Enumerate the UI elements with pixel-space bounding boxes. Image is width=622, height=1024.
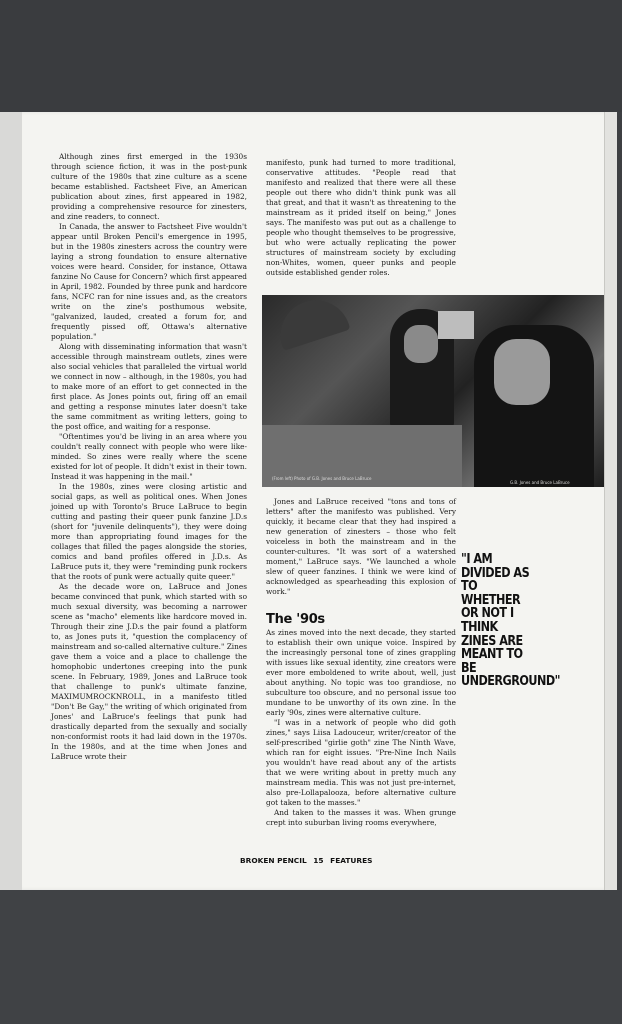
article-column-right-bottom [266, 628, 456, 828]
paragraph: Along with disseminating information that wasn't accessible through mainstream outlets, zines were also social vehicles that paralleled the virtual world we connect in now – although, in the 1980s, you had to make more of an effort to get connected in the first place. As Jones points out, firing off an email and getting a response minutes later doesn't take the same commitment as writing letters, going to the post office, and waiting for a response. [51, 342, 247, 431]
paragraph: In the 1980s, zines were closing artistic and social gaps, as well as political ones. When Jones joined up with Toronto's Bruce LaBruce to begin cutting and pasting their queer punk fanzine J.D.s (short for "juvenile delinquents"), they were doing more than appropriating found images for the collages that filled the pages alongside the stories, comics and band profiles offered in J.D.s. As LaBruce puts it, they were "reminding punk rockers that the roots of punk were actually quite queer." [51, 482, 247, 581]
scan-background-top [0, 0, 622, 112]
photo-poster [438, 311, 474, 339]
photo-figure-right-face [494, 339, 550, 405]
paragraph: "Oftentimes you'd be living in an area where you couldn't really connect with people who were like-minded. So zines were really where the scene existed for lot of people. It didn't exist in their town. Instead it was happening in the mail." [51, 432, 247, 481]
footer-section: FEATURES [330, 856, 373, 865]
article-photo [262, 295, 604, 487]
footer-page-number: 15 [313, 856, 324, 865]
paragraph: Although zines first emerged in the 1930s through science fiction, it was in the post-punk culture of the 1980s that zine culture as a scene became established. Factsheet Five, an American publication about zines, first appeared in 1982, providing a comprehensive resource for zinesters, and zine readers, to connect. [51, 152, 247, 221]
paragraph: As the decade wore on, LaBruce and Jones became convinced that punk, which started with so much sexual diversity, was becoming a narrower scene as "macho" elements like hardcore moved in. Through their zine J.D.s the pair found a platform to, as Jones puts it, "question the complacency of mainstream and so-called alternative culture." Zines gave them a voice and a place to challenge the homophobic undertones creeping into the punk scene. In February, 1989, Jones and LaBruce took that challenge to punk's ultimate fanzine, MAXIMUMROCKNROLL, in a manifesto titled "Don't Be Gay," the writing of which originated from Jones' and LaBruce's feelings that punk had drastically departed from the sexually and socially non-conformist roots it had laid down in the 1970s. In the 1980s, and at the time when Jones and LaBruce wrote their [51, 582, 247, 761]
section-heading: The '90s [266, 612, 325, 627]
paragraph: "I was in a network of people who did goth zines," says Liisa Ladouceur, writer/creator of the self-prescribed "girlie goth" zine The Ninth Wave, which ran for eight issues. "Pre-Nine Inch Nails you wouldn't have read about any of the artists that we were writing about in pretty much any mainstream media. This was not just pre-internet, also pre-Lollapalooza, before alternative culture got taken to the masses." [266, 718, 456, 807]
paragraph: Jones and LaBruce received "tons and tons of letters" after the manifesto was published. Very quickly, it became clear that they had inspired a new generation of zinesters – those who felt voiceless in both the mainstream and in the counter-cultures. "It was sort of a watershed moment," LaBruce says. "We launched a whole slew of queer fanzines. I think we were kind of acknowledged as spearheading this explosion of work." [266, 497, 456, 596]
article-column-right-middle [266, 497, 456, 597]
pull-quote: "I AM DIVIDED AS TO WHETHER OR NOT I THINK ZINES ARE MEANT TO BE UNDERGROUND" [461, 552, 560, 690]
article-column-right-top [266, 158, 456, 278]
paragraph: And taken to the masses it was. When grunge crept into suburban living rooms everywhere, [266, 808, 456, 827]
photo-figure-left-face [404, 325, 438, 363]
page-footer [240, 856, 377, 865]
paragraph: As zines moved into the next decade, they started to establish their own unique voice. Inspired by the increasingly personal tone of zines grappling with issues like sexual identity, zine creators were ever more emboldened to write about, well, just about anything. No topic was too grandiose, no subculture too obscure, and no personal issue too mundane to be unworthy of its own zine. In the early '90s, zines were alternative culture. [266, 628, 456, 717]
page-edge-left [0, 112, 22, 890]
paragraph: In Canada, the answer to Factsheet Five wouldn't appear until Broken Pencil's emergence in 1995, but in the 1980s zinesters across the country were laying a strong foundation to ensure alternative voices were heard. Consider, for instance, Ottawa fanzine No Cause for Concern? which first appeared in April, 1982. Founded by three punk and hardcore fans, NCFC ran for nine issues and, as the creators write on the zine's posthumous website, "galvanized, lauded, created a forum for, and frequently pissed off, Ottawa's alternative population." [51, 222, 247, 341]
page-edge-right [604, 112, 617, 890]
photo-lamp [272, 295, 351, 351]
scan-background-bottom [0, 890, 622, 1024]
footer-magazine-name: BROKEN PENCIL [240, 856, 307, 865]
paragraph: manifesto, punk had turned to more traditional, conservative attitudes. "People read that manifesto and realized that there were all these people out there who didn't think punk was all that great, and that it wasn't as threatening to the mainstream as it prided itself on being," Jones says. The manifesto was put out as a challenge to people who thought themselves to be progressive, but who were actually replicating the power structures of mainstream society by excluding non-Whites, women, queer punks and people outside established gender roles. [266, 158, 456, 277]
article-column-left [51, 152, 247, 762]
photo-credit: G.B. Jones and Bruce LaBruce [510, 480, 570, 485]
photo-credit: (From left) Photo of G.B. Jones and Bruce LaBruce [272, 476, 372, 481]
